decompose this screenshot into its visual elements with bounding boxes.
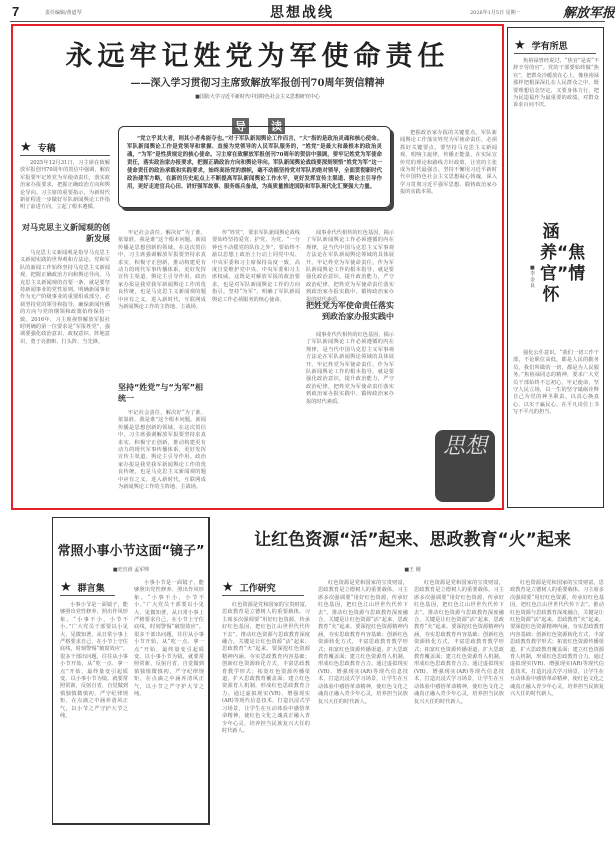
bottom-left-column-1: 小事小节是一面镜子，能够照出党性修养、照出作风形象。“小事不小，小节不小。”广大党员干部要以小见大、见微知著，从日常小事上严格要求自己，在小节上守住底线，时刻警惕“破窗效应”。很多干部出问题，往往从小事小节开始，从“吃一点、拿一点”开始，最终量变引起质变。以小事小节为镜，就要常照常新，反躬自省，自觉做到慎独慎微慎初，严守纪律规矩，在点滴之中涵养清风正气，以小节之严守护大节之纯。 bbox=[60, 602, 128, 720]
issue-date: 2026年1月5日 星期一 bbox=[470, 10, 521, 16]
article-subtitle: ——深入学习贯彻习主席致解放军报创刊70周年贺信精神 bbox=[130, 78, 385, 89]
bottom-left-author: ■史官涛 孟军帅 bbox=[112, 567, 150, 573]
bottom-left-column-2: 小事小节是一面镜子，能够照出党性修养、照出作风形象。“小事不小，小节不小。”广大党员干部要以小见大、见微知著，从日常小事上严格要求自己，在小节上守住底线，时刻警惕“破窗效应”。很多干部出问题，往往从小事小节开始，从“吃一点、拿一点”开始，最终量变引起质变。以小事小节为镜，就要常照常新，反躬自省，自觉做到慎独慎微慎初，严守纪律规矩，在点滴之中涵养清风正气，以小节之严守护大节之纯。 bbox=[134, 580, 204, 698]
subheading-2: 坚持“姓党”与“为军”相统一 bbox=[118, 383, 204, 403]
star-icon: ★ bbox=[60, 580, 72, 595]
bottom-left-title: 常照小事小节这面“镜子” bbox=[57, 544, 205, 559]
section-title: 思想战线 bbox=[270, 5, 334, 21]
bottom-left-badge-label: 群言集 bbox=[77, 584, 105, 594]
bottom-right-title: 让红色资源“活”起来、思政教育“火”起来 bbox=[254, 530, 571, 550]
sidebar-author: ■李金良 bbox=[530, 265, 536, 289]
article-column-2b: 牢记社会责任，解决好“为了谁、依靠谁、我是谁”这个根本问题。新闻传播是思想创新的领域。在这次贺信中，习主席强调解放军报要坚持求真求实，积极守正创新，推动构建更有动力的现代军事传播体系，更好发挥宣传主渠道、舆论主引导作用。政治家办报是我党我军新闻舆论工作的优良传统，也是马克思主义新闻观的题中应有之义。进入新时代，互联网成为新闻舆论工作的主阵地、主战场。 bbox=[118, 410, 206, 491]
newspaper-logo: 解放军报 bbox=[563, 6, 615, 21]
page-number: 7 bbox=[12, 4, 20, 19]
lead-paragraph: 2025年12月31日，习主席在致解放军报创刊70周年的贺信中强调，解放军报要牢记姓党为军使命责任，落实政治家办报要求，把握正确政治方向和舆论导向。习主席的重要指示，为新时代新征程进一步做好军队新闻舆论工作指明了前进方向、立起了根本遵循。 bbox=[20, 160, 110, 211]
article-column-4b: 闻事业代代相传的红色基因，揭示了军队新闻舆论工作必须遵循的内在规律，是当代中国马克思主义军事观方法论在军队新闻舆论领域的具体展开。牢记姓党为军使命责任，作为军队新闻舆论工作的根本指导，就是要强化政治意识，提升政治能力，严守政治纪律，把姓党为军使命责任落实到政治家办报实践中。锻铸政治家办报的时代素质。 bbox=[306, 332, 394, 405]
badge-label: 专稿 bbox=[37, 144, 56, 154]
article-column-2: 牢记社会责任，解决好“为了谁、依靠谁、我是谁”这个根本问题。新闻传播是思想创新的领域。在这次贺信中，习主席强调解放军报要坚持求真求实，积极守正创新，推动构建更有动力的现代军事传播体系，更好发挥宣传主渠道、舆论主引导作用。政治家办报是我党我军新闻舆论工作的优良传统，也是马克思主义新闻观的题中应有之义。进入新时代，互联网成为新闻舆论工作的主阵地、主战场。 bbox=[118, 230, 206, 311]
bottom-right-column-2: 红色资源是党和国家的宝贵财富，思政教育是立德树人的重要载体。习主席多次强调要“用好红色资源，传承好红色基因，把红色江山世世代代传下去”。推动红色资源与思政教育深度融合，关键是让红色资源“活”起来、思政教育“火”起来。要深挖红色资源精神内涵，夯实思政教育内容基础；创新红色资源转化方式，丰富思政教育教学形式；拓宽红色资源传播渠道，扩大思政教育覆盖面；建立红色资源育人机制，形成红色思政教育合力。通过虚拟现实(VR)、增强现实(AR)等现代信息技术，打造沉浸式学习场景，让学生在互动体验中感悟革命精神，使红色文化之魂真正融入青少年心灵，培养担当民族复兴大任的时代新人。 bbox=[318, 580, 408, 705]
article-title: 永远牢记姓党为军使命责任 bbox=[65, 41, 450, 72]
sidebar-badge-label: 学有所思 bbox=[531, 42, 568, 52]
sidebar-text-2: 强化公仆意识。“我们一切工作干部，不论职位高低，都是人民的勤务员，我们所做的一切，都是为人民服务。”焦裕禄同志的精神，要求广大党员干部始终不忘初心、牢记使命，坚守人民立场，以一生的坚守砥砺诠释自己为党的神圣职责，以真心换真心、以实干赢民心，在平凡岗位上书写不平凡的担当。 bbox=[513, 350, 599, 416]
sidebar-title: 涵养“焦官”情怀 bbox=[540, 222, 586, 305]
bottom-right-badge-label: 工作研究 bbox=[239, 584, 276, 594]
guide-box: “党立乎其大者，则其小者弗能夺也。”对于军队新闻舆论工作而言，“大”指的是政治灵魂和核心使命。军队新闻舆论工作是党领导和掌握、直接为党领导的人民军队服务的，“姓党”是最大和最根本的政治灵魂，“为军”是性质规定的核心使命。习主席在致解放军报创刊70周年的贺信中强调，要牢记姓党为军使命责任，落实政治家办报要求，把握正确政治方向和舆论导向。军队新闻舆论战线要深刻领悟“姓党为军”这一使命责任的政治承载和实践要求，始终高扬党的旗帜，毫不动摇坚持党对军队的绝对领导，全面贯彻新时代政治建军方略，在新的历史起点上不断提高军队新闻舆论工作水平，更好发挥宣传主渠道、舆论主引导作用，更好走进官兵心田、讲好强军故事、服务练兵备战，为高质量推进国防和军队现代化汇聚强大力量。 bbox=[118, 126, 391, 208]
sidebar-badge bbox=[514, 38, 596, 54]
guide-label-1: 导 bbox=[232, 118, 249, 134]
bottom-left-badge bbox=[60, 580, 115, 596]
bottom-right-column-4: 红色资源是党和国家的宝贵财富，思政教育是立德树人的重要载体。习主席多次强调要“用好红色资源，传承好红色基因，把红色江山世世代代传下去”。推动红色资源与思政教育深度融合，关键是让红色资源“活”起来、思政教育“火”起来。要深挖红色资源精神内涵，夯实思政教育内容基础；创新红色资源转化方式，丰富思政教育教学形式；拓宽红色资源传播渠道，扩大思政教育覆盖面；建立红色资源育人机制，形成红色思政教育合力。通过虚拟现实(VR)、增强现实(AR)等现代信息技术，打造沉浸式学习场景，让学生在互动体验中感悟革命精神，使红色文化之魂真正融入青少年心灵，培养担当民族复兴大任的时代新人。 bbox=[510, 580, 604, 698]
article-column-3: 传“姓党”，要求军队新闻舆论战线要始终坚持爱党、护党、为党，“一分钟也不动摇党的队伍之外”，要始终不渝以思想上政治上行动上同党中央、中央军委和习主席保持高度一致，高度自觉维护党中央、中央军委和习主席权威。这既是对解放军报的政治要求，也是对军队新闻舆论工作的方向指引。坚持“为军”，明确了军队新闻舆论工作必须服务的核心使命。 bbox=[212, 230, 300, 303]
bottom-right-author: ■王 刚 bbox=[404, 567, 421, 573]
bottom-right-column-1: 红色资源是党和国家的宝贵财富，思政教育是立德树人的重要载体。习主席多次强调要“用好红色资源，传承好红色基因，把红色江山世世代代传下去”。推动红色资源与思政教育深度融合，关键是让红色资源“活”起来、思政教育“火”起来。要深挖红色资源精神内涵，夯实思政教育内容基础；创新红色资源转化方式，丰富思政教育教学形式；拓宽红色资源传播渠道，扩大思政教育覆盖面；建立红色资源育人机制，形成红色思政教育合力。通过虚拟现实(VR)、增强现实(AR)等现代信息技术，打造沉浸式学习场景，让学生在互动体验中感悟革命精神，使红色文化之魂真正融入青少年心灵，培养担当民族复兴大任的时代新人。 bbox=[222, 602, 310, 734]
article-column-4: 闻事业代代相传的红色基因，揭示了军队新闻舆论工作必须遵循的内在规律，是当代中国马克思主义军事观方法论在军队新闻舆论领域的具体展开。牢记姓党为军使命责任，作为军队新闻舆论工作的根本指导，就是要强化政治意识，提升政治能力，严守政治纪律，把姓党为军使命责任落实到政治家办报实践中。锻铸政治家办报的时代素质。 bbox=[306, 230, 394, 303]
article-column-1: 马克思主义新闻观是指导马克思主义新闻实践的世界观和方法论。党和军队的新闻工作始终坚持马克思主义新闻观，把握正确政治方向和舆论导向。马克思主义新闻观的首要一条，就是要坚持新闻事业的党性原则。明确新闻事业作为无产阶级事业的重要组成部分，必须坚持党的领导和指导，确保新闻传播的方向与党的纲领和政策始终保持一致。2016年，习主席视察解放军报社时明确的第一位要求是“军报姓党”，强调要强化政治意识、政权意识、阵地意识，勇于亮旗帜、打头阵、当先锋。 bbox=[20, 250, 110, 345]
calligraphy-seal: 思想 bbox=[435, 430, 495, 502]
bottom-right-badge bbox=[222, 580, 304, 596]
header-divider bbox=[10, 21, 605, 22]
special-article-badge bbox=[20, 140, 110, 156]
sidebar-text-1: 焦裕禄曾经说过，“焦官”是说“不辞辛劳的官”。党的干部要始终做“焦官”，把群众冷暖放在心上，像焦裕禄那样把根深深扎在人民群众之中，既要理想信念坚定，又要身体力行，把为民造福作为最重要的政绩，对群众诉求百问不厌。 bbox=[513, 58, 599, 109]
subheading-3: 把姓党为军使命责任落实到政治家办报实践中 bbox=[306, 301, 394, 321]
guide-label-2: 读 bbox=[268, 118, 285, 134]
star-icon: ★ bbox=[222, 580, 234, 595]
star-icon: ★ bbox=[514, 38, 526, 53]
bottom-right-column-3: 红色资源是党和国家的宝贵财富，思政教育是立德树人的重要载体。习主席多次强调要“用好红色资源，传承好红色基因，把红色江山世世代代传下去”。推动红色资源与思政教育深度融合，关键是让红色资源“活”起来、思政教育“火”起来。要深挖红色资源精神内涵，夯实思政教育内容基础；创新红色资源转化方式，丰富思政教育教学形式；拓宽红色资源传播渠道，扩大思政教育覆盖面；建立红色资源育人机制，形成红色思政教育合力。通过虚拟现实(VR)、增强现实(AR)等现代信息技术，打造沉浸式学习场景，让学生在互动体验中感悟革命精神，使红色文化之魂真正融入青少年心灵，培养担当民族复兴大任的时代新人。 bbox=[414, 580, 504, 705]
subheading-1: 对马克思主义新闻观的创新发展 bbox=[22, 223, 110, 243]
editor-credit: 责任编辑/黄道琴 bbox=[45, 10, 82, 16]
article-column-5: 把握政治家办报的关键要点。军队新闻舆论工作落实姓党为军使命责任，必须抓好关键要点。要坚持马克思主义新闻观，唱响主旋律，传播正能量，在实际宣传党的理论和路线方针政策，让党的主张成为时代最强音。坚持不懈用习近平新时代中国特色社会主义思想凝心铸魂，深入学习贯彻习近平强军思想。锻铸政治家办报的实践本领。 bbox=[400, 130, 497, 196]
article-author: ■国防大学习近平新时代中国特色社会主义思想研究中心 bbox=[195, 94, 320, 100]
star-icon: ★ bbox=[20, 140, 32, 155]
